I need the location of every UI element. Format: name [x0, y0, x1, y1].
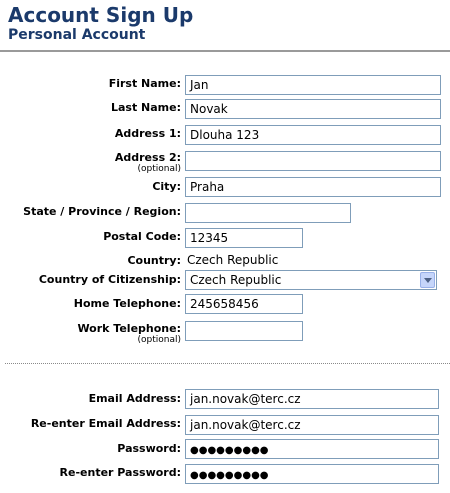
address1-label: Address 1:: [114, 127, 181, 140]
section-divider: [5, 363, 450, 364]
postal-code-label: Postal Code:: [103, 230, 181, 243]
work-phone-label-text: Work Telephone:: [77, 322, 181, 335]
email-confirm-label: Re-enter Email Address:: [30, 417, 181, 430]
address2-optional-note: (optional): [137, 164, 181, 174]
home-phone-input[interactable]: 245658456: [185, 294, 303, 314]
email-label: Email Address:: [88, 392, 181, 405]
city-input[interactable]: Praha: [185, 177, 441, 197]
state-label: State / Province / Region:: [23, 205, 181, 218]
last-name-label: Last Name:: [110, 101, 181, 114]
password-confirm-mask: ●●●●●●●●●: [190, 470, 269, 481]
address2-input[interactable]: [185, 151, 441, 171]
page-subtitle: Personal Account: [8, 27, 146, 43]
password-input[interactable]: [185, 439, 439, 459]
email-confirm-input[interactable]: jan.novak@terc.cz: [185, 415, 439, 435]
home-phone-label: Home Telephone:: [73, 297, 181, 310]
first-name-label: First Name:: [108, 77, 181, 90]
chevron-down-icon[interactable]: [420, 272, 435, 288]
password-confirm-label: Re-enter Password:: [59, 466, 181, 479]
address2-label: [115, 151, 181, 174]
address2-label-text: Address 2:: [114, 151, 181, 164]
password-confirm-input[interactable]: [185, 464, 439, 484]
citizenship-selected-value: Czech Republic: [190, 273, 282, 287]
address1-input[interactable]: Dlouha 123: [185, 125, 441, 145]
citizenship-label: Country of Citizenship:: [38, 273, 181, 286]
citizenship-select[interactable]: [185, 270, 437, 290]
page-title: Account Sign Up: [8, 3, 194, 27]
postal-code-input[interactable]: 12345: [185, 228, 303, 248]
header-divider: [0, 50, 450, 52]
password-mask: ●●●●●●●●●: [190, 445, 269, 456]
work-phone-input[interactable]: [185, 321, 303, 341]
email-input[interactable]: jan.novak@terc.cz: [185, 389, 439, 409]
state-input[interactable]: [185, 203, 351, 223]
city-label: City:: [152, 180, 181, 193]
last-name-input[interactable]: Novak: [185, 99, 441, 119]
password-label: Password:: [117, 442, 181, 455]
work-phone-optional-note: (optional): [137, 335, 181, 345]
work-phone-label: [77, 322, 181, 345]
country-label: Country:: [127, 254, 181, 267]
country-value: Czech Republic: [187, 253, 279, 267]
first-name-input[interactable]: Jan: [185, 75, 441, 95]
